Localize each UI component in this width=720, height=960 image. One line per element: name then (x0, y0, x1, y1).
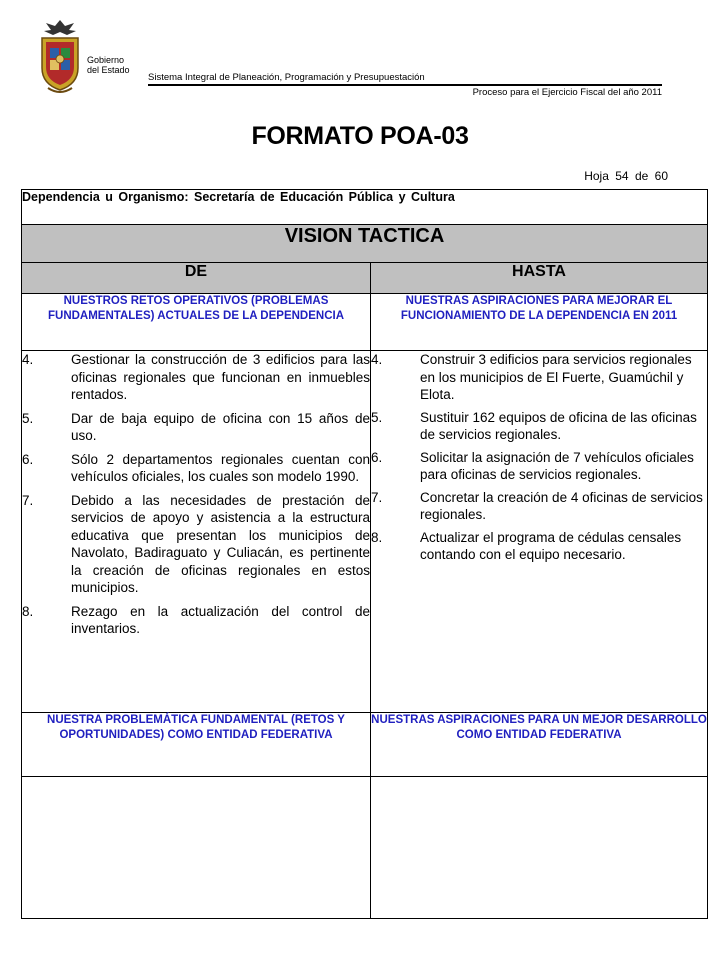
state-coat-of-arms-icon (36, 18, 84, 96)
item-number: 4. (22, 352, 34, 367)
vision-row (22, 225, 708, 263)
sheet-info (584, 169, 668, 183)
item-text: Debido a las necesidades de prestación de servicios de apoyo y asistencia a la estructura educativa que presentan los municipios de Navolato, Badiraguato y Culiacán, es pertinente la creación de oficinas regionales en estos municipios. (71, 492, 370, 595)
list-item (371, 489, 707, 524)
item-text: Rezago en la actualización del control de inventarios. (71, 603, 370, 636)
section2-left-header: NUESTRA PROBLEMÁTICA FUNDAMENTAL (RETOS Y OPORTUNIDADES) COMO ENTIDAD FEDERATIVA (22, 713, 371, 777)
item-number: 8. (371, 529, 383, 545)
item-number: 5. (371, 409, 383, 425)
list-item (371, 529, 707, 564)
header-rule (148, 84, 662, 86)
list-item (22, 410, 370, 445)
list-item (22, 351, 370, 404)
government-label (87, 55, 130, 75)
section2-left-content (22, 777, 371, 919)
poa-table (21, 189, 708, 919)
sheet-total: 60 (654, 169, 668, 183)
sheet-label: Hoja (584, 169, 609, 183)
system-label: Sistema Integral de Planeación, Programación y Presupuestación (148, 72, 425, 83)
dependency-row (22, 190, 708, 225)
challenges-list (22, 351, 370, 638)
section1-header-row (22, 294, 708, 351)
list-item (22, 492, 370, 597)
item-text: Solicitar la asignación de 7 vehículos oficiales para oficinas de servicios regionales. (420, 449, 694, 482)
aspirations-list (371, 351, 707, 564)
item-text: Dar de baja equipo de oficina con 15 años de uso. (71, 410, 370, 443)
item-number: 8. (22, 603, 34, 619)
section2-right-content (371, 777, 708, 919)
dependency-cell: Dependencia u Organismo: Secretaría de Educación Pública y Cultura (22, 190, 708, 225)
vision-title: VISION TACTICA (22, 225, 708, 263)
government-label-line2: del Estado (87, 65, 130, 75)
item-text: Concretar la creación de 4 oficinas de servicios regionales. (420, 489, 703, 522)
item-text: Construir 3 edificios para servicios regionales en los municipios de El Fuerte, Guamúchil y Elota. (420, 352, 692, 402)
column-header-from: DE (22, 263, 371, 294)
item-number: 7. (22, 492, 34, 508)
section1-left-content (22, 351, 371, 713)
item-text: Sustituir 162 equipos de oficina de las oficinas de servicios regionales. (420, 409, 697, 442)
section2-content-row (22, 777, 708, 919)
item-number: 7. (371, 489, 383, 505)
item-text: Sólo 2 departamentos regionales cuentan con vehículos oficiales, los cuales son modelo 1990. (71, 451, 370, 484)
sheet-of: de (634, 169, 649, 183)
item-number: 5. (22, 410, 34, 426)
column-header-row (22, 263, 708, 294)
list-item (371, 351, 707, 404)
section2-right-header: NUESTRAS ASPIRACIONES PARA UN MEJOR DESARROLLO COMO ENTIDAD FEDERATIVA (371, 713, 708, 777)
item-text: Actualizar el programa de cédulas censales contando con el equipo necesario. (420, 529, 682, 562)
item-number: 6. (371, 449, 383, 465)
process-label: Proceso para el Ejercicio Fiscal del año 2011 (472, 87, 662, 98)
item-number: 6. (22, 451, 34, 467)
sheet-current: 54 (615, 169, 629, 183)
list-item (371, 449, 707, 484)
section1-right-content (371, 351, 708, 713)
page-title: FORMATO POA-03 (251, 122, 469, 150)
item-text: Gestionar la construcción de 3 edificios para las oficinas regionales que funcionan en inmuebles rentados. (71, 352, 370, 402)
list-item (22, 603, 370, 638)
section1-left-header: NUESTROS RETOS OPERATIVOS (PROBLEMAS FUNDAMENTALES) ACTUALES DE LA DEPENDENCIA (22, 294, 371, 351)
item-number: 4. (371, 352, 383, 367)
column-header-to: HASTA (371, 263, 708, 294)
section1-right-header: NUESTRAS ASPIRACIONES PARA MEJORAR EL FUNCIONAMIENTO DE LA DEPENDENCIA EN 2011 (371, 294, 708, 351)
section1-content-row (22, 351, 708, 713)
section2-header-row (22, 713, 708, 777)
list-item (22, 451, 370, 486)
list-item (371, 409, 707, 444)
government-label-line1: Gobierno (87, 55, 125, 65)
